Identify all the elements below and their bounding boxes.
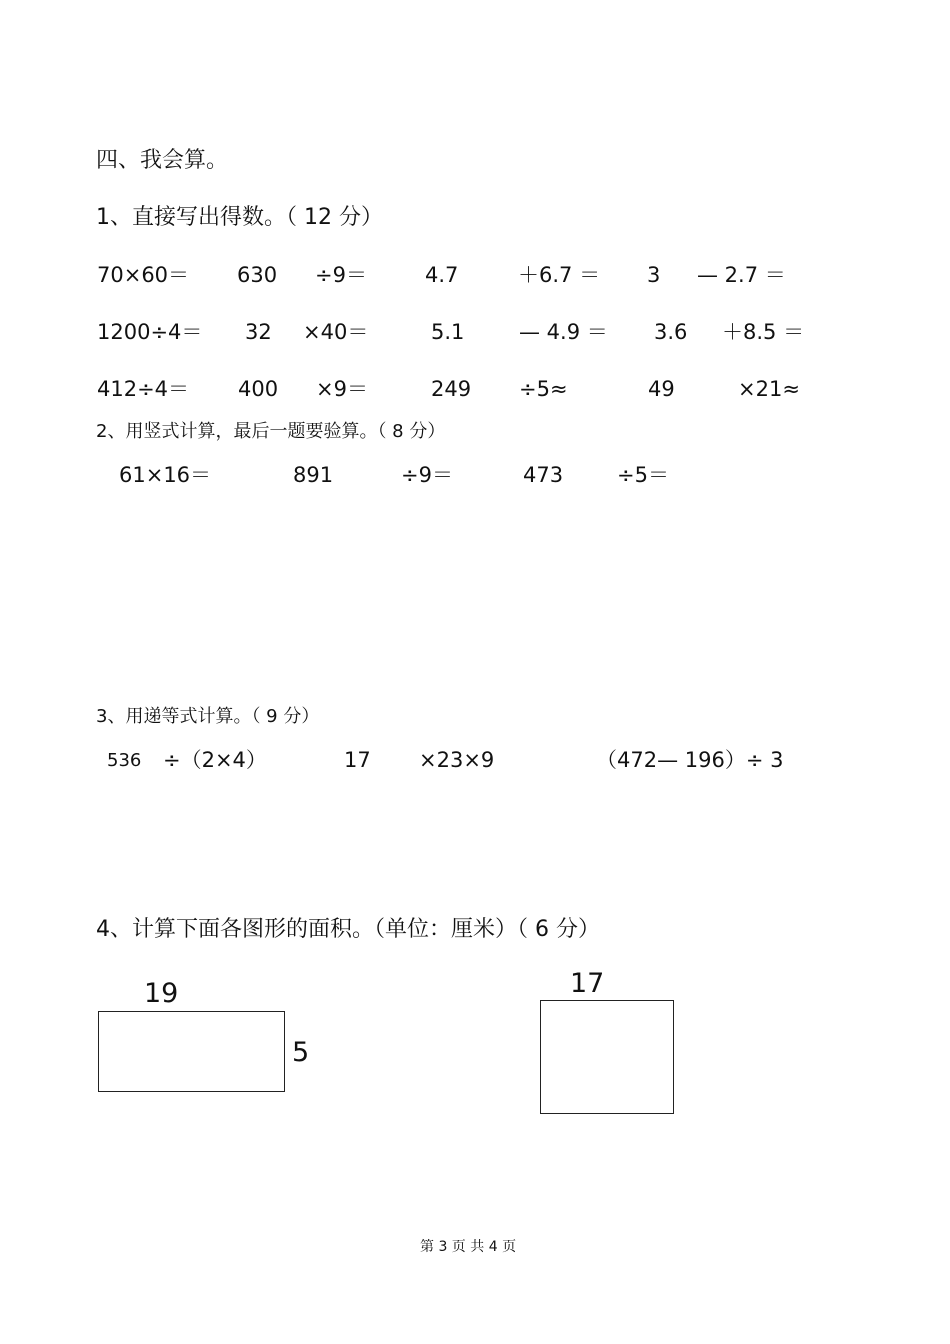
expr-cell: （472— 196）÷ 3 bbox=[596, 748, 784, 772]
expr-cell: 536 bbox=[107, 750, 142, 771]
expr-cell: — 4.9 ＝ bbox=[519, 320, 608, 344]
expr-cell: 891 bbox=[293, 463, 334, 487]
part1-heading: 1、直接写出得数。（ 12 分） bbox=[96, 205, 383, 230]
part2-heading: 2、用竖式计算，最后一题要验算。（ 8 分） bbox=[96, 421, 446, 442]
expr-cell: 3 bbox=[647, 263, 661, 287]
expr-cell: 4.7 bbox=[425, 263, 459, 287]
expr-cell: 49 bbox=[648, 377, 675, 401]
expr-cell: — 2.7 ＝ bbox=[697, 263, 786, 287]
expr-cell: 70×60＝ bbox=[97, 263, 190, 287]
rectangle-shape bbox=[98, 1011, 285, 1092]
square-shape bbox=[540, 1000, 674, 1114]
expr-cell: 5.1 bbox=[431, 320, 465, 344]
square-side-label: 17 bbox=[570, 968, 605, 999]
expr-cell: 473 bbox=[523, 463, 564, 487]
expr-cell: ÷5＝ bbox=[617, 463, 669, 487]
expr-cell: 249 bbox=[431, 377, 472, 401]
expr-cell: 32 bbox=[245, 320, 272, 344]
expr-cell: 17 bbox=[344, 748, 371, 772]
expr-cell: ÷9＝ bbox=[315, 263, 367, 287]
section-title: 四、我会算。 bbox=[96, 148, 229, 173]
expr-cell: 400 bbox=[238, 377, 279, 401]
expr-cell: ＋8.5 ＝ bbox=[722, 320, 805, 344]
expr-cell: ＋6.7 ＝ bbox=[518, 263, 601, 287]
expr-cell: ×9＝ bbox=[316, 377, 368, 401]
page-footer: 第 3 页 共 4 页 bbox=[420, 1239, 517, 1255]
rect-width-label: 19 bbox=[144, 978, 179, 1009]
expr-cell: 3.6 bbox=[654, 320, 688, 344]
part4-heading: 4、计算下面各图形的面积。（单位：厘米）（ 6 分） bbox=[96, 917, 600, 942]
expr-cell: ÷（2×4） bbox=[163, 748, 267, 772]
expr-cell: ×21≈ bbox=[738, 377, 800, 401]
expr-cell: ÷9＝ bbox=[401, 463, 453, 487]
part3-heading: 3、用递等式计算。（ 9 分） bbox=[96, 706, 320, 727]
expr-cell: 412÷4＝ bbox=[97, 377, 190, 401]
expr-cell: ÷5≈ bbox=[519, 377, 568, 401]
expr-cell: 630 bbox=[237, 263, 278, 287]
expr-cell: 61×16＝ bbox=[119, 463, 212, 487]
expr-cell: ×40＝ bbox=[303, 320, 369, 344]
rect-height-label: 5 bbox=[292, 1037, 310, 1068]
expr-cell: ×23×9 bbox=[419, 748, 495, 772]
expr-cell: 1200÷4＝ bbox=[97, 320, 203, 344]
